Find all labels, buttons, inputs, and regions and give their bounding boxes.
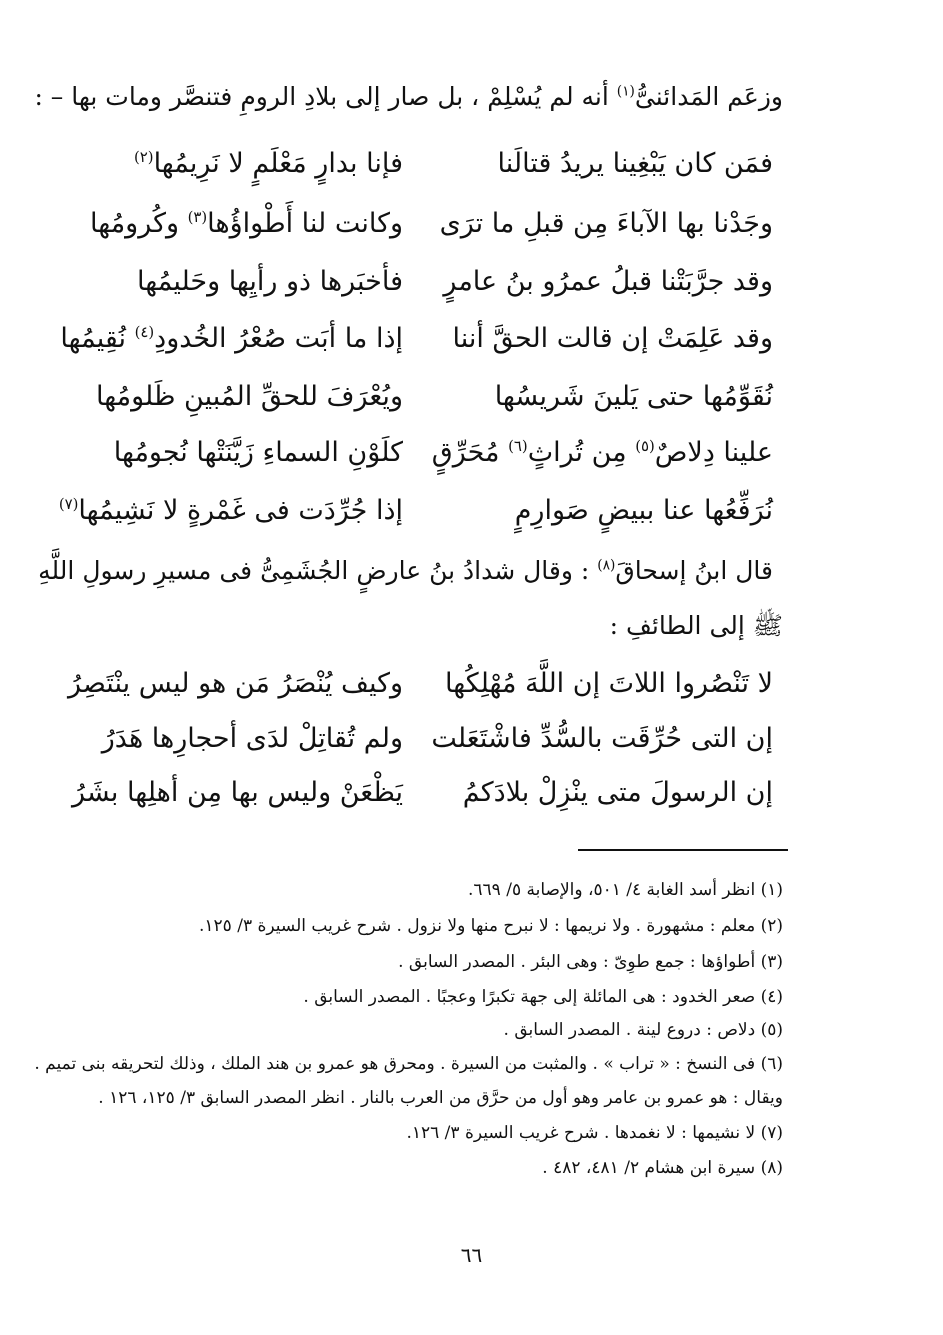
- intro-text-start: وزعَم المَدائنىُّ: [634, 82, 783, 111]
- hemistich-text-mid: مِن تُراثٍ: [527, 437, 636, 468]
- poem2-verse-1-first-hemistich: لا تَنْصُروا اللاتَ إن اللَّهَ مُهْلِكُها: [445, 668, 773, 699]
- hemistich-text-end: وكُرومُها: [90, 208, 188, 239]
- poem1-verse-2-first-hemistich: وجَدْنا بها الآباءَ مِن قبلِ ما ترَى: [439, 208, 773, 239]
- narration-text: قال ابنُ إسحاقَ: [615, 556, 773, 585]
- footnote-ref-7[interactable]: (٧): [58, 495, 79, 513]
- hemistich-text: وكانت لنا أَطْواؤُها: [207, 208, 403, 239]
- footnote-2: (٢) معلم : مشهورة . ولا نريمها : لا نبرح منها ولا نزول . شرح غريب السيرة ٣/ ١٢٥.: [199, 916, 783, 936]
- footnote-6: (٦) فى النسخ : « تراب » . والمثبت من السيرة . ومحرق هو عمرو بن هند الملك ، وذلك لتحريقه بنى تميم .: [34, 1054, 783, 1074]
- footnote-ref-3[interactable]: (٣): [187, 208, 208, 226]
- poem1-verse-4-first-hemistich: وقد عَلِمَتْ إن قالت الحقَّ أننا: [452, 323, 773, 354]
- narration-text-end: : وقال شدادُ بنُ عارضٍ الجُشَمِىُّ فى مسيرِ رسولِ اللَّهِ: [38, 556, 598, 585]
- poem1-verse-7-first-hemistich: نُرَفِّعُها عنا ببيضٍ صَوارِمٍ: [514, 495, 773, 526]
- narration-line-2: ﷺ إلى الطائفِ :: [609, 611, 783, 640]
- footnote-3: (٣) أطواؤها : جمع طوِىّ : وهى البئر . المصدر السابق .: [398, 952, 783, 972]
- footnote-ref-6[interactable]: (٦): [508, 437, 528, 455]
- hemistich-text-end: نُقِيمُها: [60, 323, 135, 354]
- footnote-4: (٤) صعر الخدود : هى المائلة إلى جهة تكبرًا وعجبًا . المصدر السابق .: [303, 987, 783, 1007]
- hemistich-text-end: مُحَرِّقٍ: [431, 437, 509, 468]
- poem1-verse-7-second-hemistich: [59, 495, 403, 526]
- footnote-6-continued: ويقال : هو عمرو بن عامر وهو أول من حرَّق من العرب بالنار . انظر المصدر السابق ٣/ ١٢٥، ١٢٦ .: [98, 1088, 783, 1108]
- poem1-verse-3-first-hemistich: وقد جرَّبَتْنا قبلُ عمرُو بنُ عامرٍ: [443, 266, 773, 297]
- poem1-verse-3-second-hemistich: فأخبَرها ذو رأيِها وحَليمُها: [137, 266, 403, 297]
- footnote-7: (٧) لا نشيمها : لا نغمدها . شرح غريب السيرة ٣/ ١٢٦.: [406, 1123, 783, 1143]
- poem2-verse-2-second-hemistich: ولم تُقاتِلْ لدَى أحجارِها هَدَرُ: [101, 723, 403, 754]
- poem1-verse-2-second-hemistich: [90, 208, 403, 239]
- poem1-verse-1-first-hemistich: فمَن كان يَبْغِينا يريدُ قتالَنا: [497, 148, 773, 179]
- footnote-5: (٥) دلاص : دروع لينة . المصدر السابق .: [503, 1020, 783, 1040]
- poem2-verse-1-second-hemistich: وكيف يُنْصَرُ مَن هو ليس ينْتَصِرُ: [68, 668, 403, 699]
- hemistich-text: علينا دِلاصٌ: [654, 437, 773, 468]
- poem1-verse-4-second-hemistich: [60, 323, 403, 354]
- poem1-verse-5-second-hemistich: ويُعْرَفَ للحقِّ المُبينِ ظَلومُها: [95, 381, 403, 412]
- poem1-verse-1-second-hemistich: [134, 148, 403, 179]
- footnote-ref-1[interactable]: (١): [616, 83, 635, 100]
- footnote-ref-2[interactable]: (٢): [133, 148, 154, 166]
- footnote-8: (٨) سيرة ابن هشام ٢/ ٤٨١، ٤٨٢ .: [542, 1158, 783, 1178]
- poem2-verse-2-first-hemistich: إن التى حُرِّقَت بالسُّدِّ فاشْتَعَلت: [431, 723, 773, 754]
- intro-text-end: أنه لم يُسْلِمْ ، بل صار إلى بلادِ الرومِ فتنصَّر ومات بها – :: [34, 82, 617, 111]
- intro-paragraph: [34, 82, 783, 111]
- footnote-ref-4[interactable]: (٤): [134, 323, 155, 341]
- footnote-ref-8[interactable]: (٨): [597, 557, 616, 574]
- poem2-verse-3-second-hemistich: يَظْعَنْ وليس بها مِن أهلِها بشَرُ: [71, 777, 403, 808]
- footnote-ref-5[interactable]: (٥): [635, 437, 655, 455]
- footnote-1: (١) انظر أسد الغابة ٤/ ٥٠١، والإصابة ٥/ ٦٦٩.: [467, 880, 783, 900]
- hemistich-text: فإنا بدارٍ مَعْلَمٍ لا نَرِيمُها: [153, 148, 403, 179]
- poem1-verse-6-second-hemistich: كلَوْنِ السماءِ زَيَّنَتْها نُجومُها: [113, 437, 403, 468]
- narration-line-1: [38, 556, 773, 585]
- hemistich-text: إذا جُرِّدَت فى غَمْرةٍ لا نَشِيمُها: [78, 495, 403, 526]
- poem1-verse-6-first-hemistich: [432, 437, 773, 468]
- poem1-verse-5-first-hemistich: نُقَوِّمُها حتى يَلينَ شَريسُها: [494, 381, 773, 412]
- page-number: ٦٦: [460, 1243, 483, 1267]
- footnote-divider: [578, 849, 788, 851]
- hemistich-text: إذا ما أبَت صُعْرُ الخُدودِ: [154, 323, 403, 354]
- poem2-verse-3-first-hemistich: إن الرسولَ متى ينْزِلْ بلادَكمُ: [462, 777, 773, 808]
